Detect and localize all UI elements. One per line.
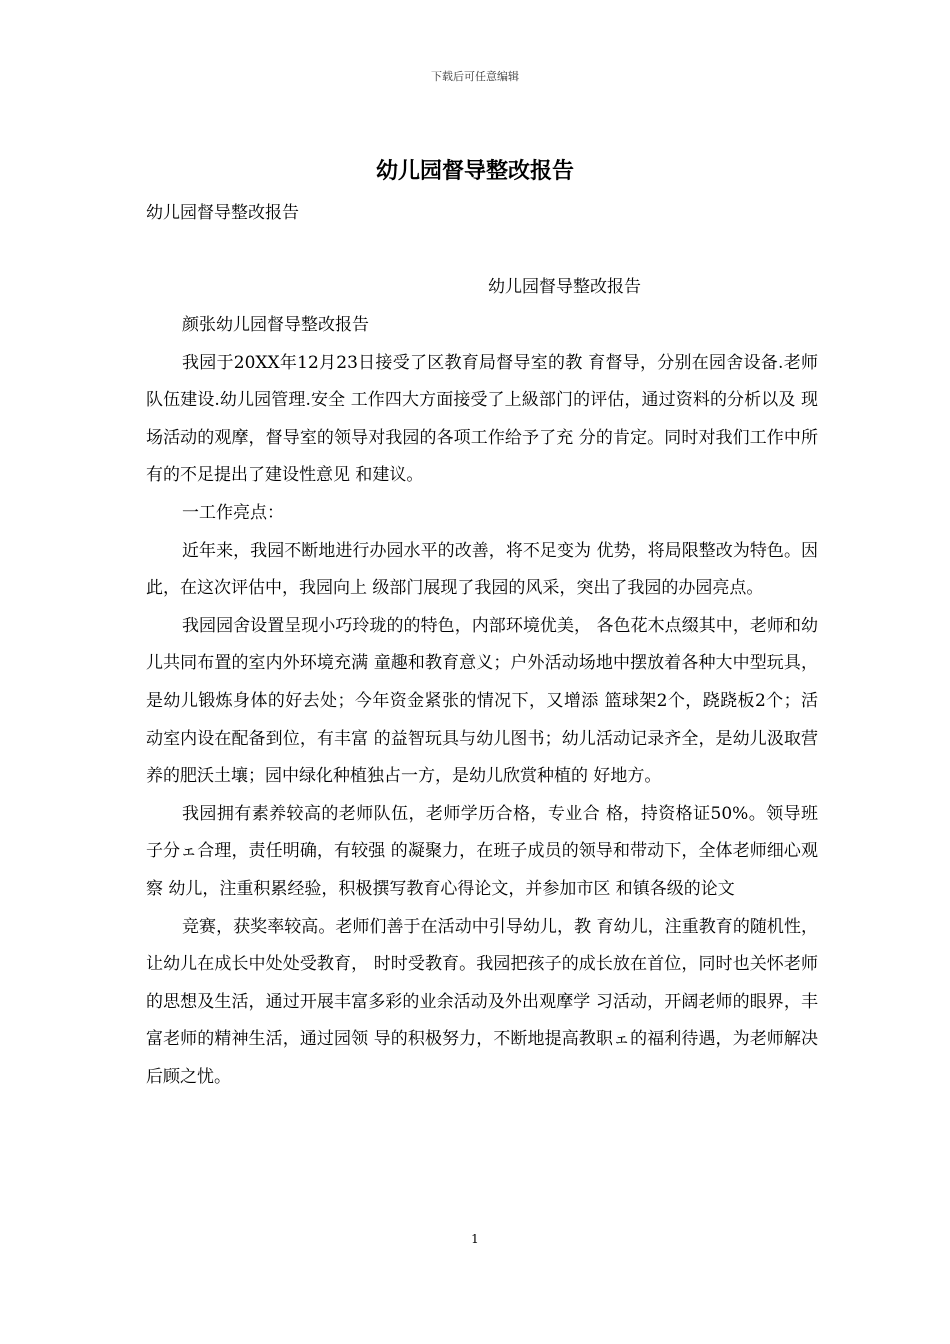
document-body (146, 307, 818, 1096)
paragraph-intro-title: 颜张幼儿园督导整改报告 (182, 315, 369, 335)
paragraph-campus: 我园园舍设置呈现小巧玲珑的的特色，内部环境优美， 各色花木点缀其中，老师和幼儿共同布置的室内外环境充满 童趣和教育意义；户外活动场地中摆放着各种大中型玩具， 是幼儿锻炼身体的好去处；今年资金紧张的情况下，又增添 篮球架2个，跷跷板2个；活动室内设在配备到位，有丰富 的益智玩具与幼儿图书；幼儿活动记录齐全，是幼儿汲取营 养的肥沃土壤；园中绿化种植独占一方，是幼儿欣赏种植的 好地方。 (146, 615, 818, 787)
subtitle-left: 幼儿园督导整改报告 (146, 203, 299, 223)
paragraph-section-heading: 一工作亮点： (182, 502, 284, 523)
paragraph-competition: 竞赛，获奖率较高。老师们善于在活动中引导幼儿，教 育幼儿，注重教育的随机性，让幼儿在成长中处处受教育， 时时受教育。我园把孩子的成长放在首位，同时也关怀老师 的思想及生活，通过开展丰富多彩的业余活动及外出观摩学 习活动，开阔老师的眼界，丰富老师的精神生活，通过园领 导的积极努力，不断地提高教职ェ的福利待遇，为老师解决 后顾之忧。 (146, 916, 818, 1087)
document-title: 幼儿园督导整改报告 (375, 158, 574, 184)
header-note: 下载后可任意编辑 (431, 70, 519, 83)
paragraph-teachers: 我园拥有素养较高的老师队伍，老师学历合格，专业合 格，持资格证50%。领导班子分ェ合理，责任明确，有较强 的凝聚力，在班子成员的领导和带动下，全体老师细心观察 幼儿，注重积累经验，积极撰写教育心得论文，并参加市区 和镇各级的论文 (146, 803, 818, 899)
page-number: 1 (471, 1232, 479, 1246)
paragraph-recent-years: 近年来，我园不断地进行办园水平的改善，将不足变为 优势，将局限整改为特色。因此，在这次评估中，我园向上 级部门展现了我园的风采，突出了我园的办园亮点。 (146, 540, 818, 599)
subtitle-center: 幼儿园督导整改报告 (488, 277, 641, 297)
paragraph-supervision: 我园于20XX年12月23日接受了区教育局督导室的教 育督导，分别在园舍设备.老师队伍建设.幼儿园管理.安全 工作四大方面接受了上級部门的评估，通过资料的分析以及 现场活动的观摩，督导室的领导对我园的各项工作给予了充 分的肯定。同时对我们工作中所有的不足提出了建设性意见 和建议。 (146, 352, 818, 486)
